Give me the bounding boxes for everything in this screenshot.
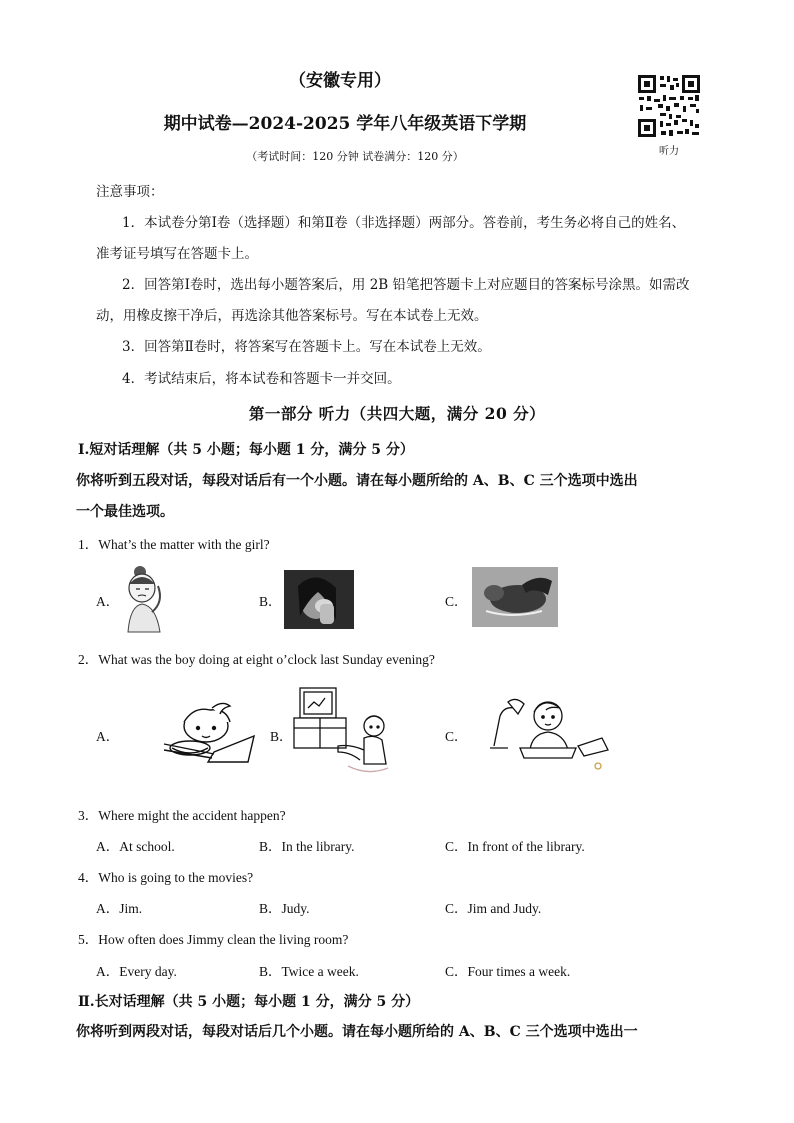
boy-doing-homework-picture-icon bbox=[486, 690, 616, 776]
qr-label: 听力 bbox=[659, 146, 679, 157]
option-label[interactable]: A． bbox=[96, 729, 120, 744]
exam-info: （考试时间：120 分钟 试卷满分：120 分） bbox=[246, 150, 464, 163]
girl-toothache-picture-icon bbox=[284, 570, 354, 629]
option-label[interactable]: A．Jim. bbox=[96, 901, 143, 916]
question-stem: 3．Where might the accident happen? bbox=[78, 808, 286, 823]
option-label[interactable]: A． bbox=[96, 594, 120, 609]
option-label[interactable]: B． bbox=[259, 594, 282, 609]
option-label[interactable]: C． bbox=[445, 729, 468, 744]
boy-eating-picture-icon bbox=[154, 700, 258, 766]
option-label[interactable]: B．Judy. bbox=[259, 901, 310, 916]
option-label[interactable]: A．Every day. bbox=[96, 964, 177, 979]
exam-subtitle: （安徽专用） bbox=[289, 71, 391, 91]
section-instructions: 一个最佳选项。 bbox=[76, 504, 174, 520]
question-stem: 4．Who is going to the movies? bbox=[78, 870, 254, 885]
note-item: 1．本试卷分第Ⅰ卷（选择题）和第Ⅱ卷（非选择题）两部分。答卷前，考生务必将自己的姓名、 bbox=[122, 215, 686, 231]
option-label[interactable]: A．At school. bbox=[96, 839, 175, 854]
section-title: Ⅱ.长对话理解（共 5 小题；每小题 1 分，满分 5 分） bbox=[78, 994, 420, 1010]
option-label[interactable]: C．Four times a week. bbox=[445, 964, 571, 979]
option-label[interactable]: C． bbox=[445, 594, 468, 609]
option-label[interactable]: B．Twice a week. bbox=[259, 964, 359, 979]
note-item: 4．考试结束后，将本试卷和答题卡一并交回。 bbox=[122, 371, 401, 387]
note-item: 准考证号填写在答题卡上。 bbox=[96, 246, 258, 262]
girl-headache-picture-icon bbox=[118, 562, 170, 634]
part-title: 第一部分 听力（共四大题，满分 20 分） bbox=[248, 404, 546, 423]
note-item: 3．回答第Ⅱ卷时，将答案写在答题卡上。写在本试卷上无效。 bbox=[122, 339, 491, 355]
option-label[interactable]: C．In front of the library. bbox=[445, 839, 585, 854]
section-title: Ⅰ.短对话理解（共 5 小题；每小题 1 分，满分 5 分） bbox=[78, 442, 414, 458]
girl-stomachache-picture-icon bbox=[472, 567, 558, 627]
option-label[interactable]: B．In the library. bbox=[259, 839, 355, 854]
note-item: 动，用橡皮擦干净后，再选涂其他答案标号。写在本试卷上无效。 bbox=[96, 308, 488, 324]
qr-code-icon[interactable] bbox=[636, 73, 702, 139]
section-instructions: 你将听到两段对话，每段对话后几个小题。请在每小题所给的 A、B、C 三个选项中选出一 bbox=[76, 1024, 638, 1040]
boy-watching-tv-picture-icon bbox=[290, 684, 408, 784]
question-stem: 2．What was the boy doing at eight o’clock last Sunday evening? bbox=[78, 652, 435, 667]
option-label[interactable]: B． bbox=[270, 729, 293, 744]
section-instructions: 你将听到五段对话，每段对话后有一个小题。请在每小题所给的 A、B、C 三个选项中选出 bbox=[76, 473, 638, 489]
question-stem: 5．How often does Jimmy clean the living room? bbox=[78, 932, 349, 947]
exam-title: 期中试卷—2024-2025 学年八年级英语下学期 bbox=[163, 114, 527, 134]
notes-heading: 注意事项： bbox=[96, 184, 164, 200]
option-label[interactable]: C．Jim and Judy. bbox=[445, 901, 542, 916]
question-stem: 1．What’s the matter with the girl? bbox=[78, 537, 270, 552]
note-item: 2．回答第Ⅰ卷时，选出每小题答案后，用 2B 铅笔把答题卡上对应题目的答案标号涂黑。如需改 bbox=[122, 277, 690, 293]
